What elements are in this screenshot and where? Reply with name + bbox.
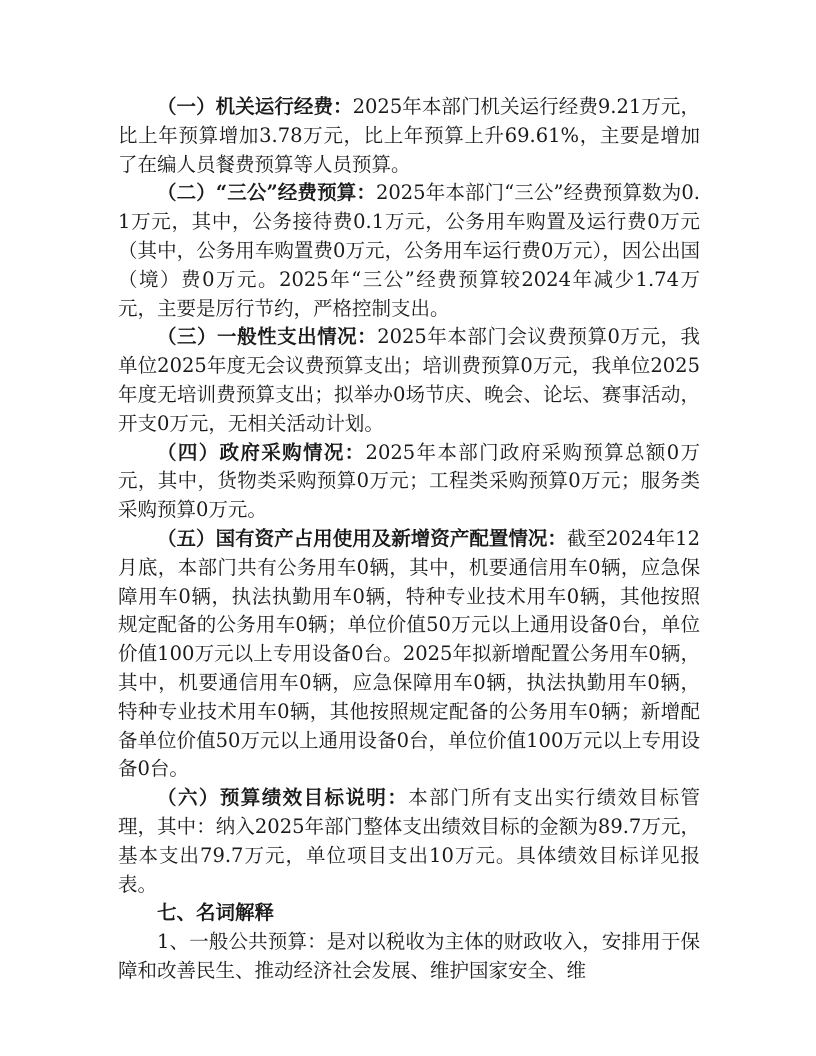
paragraph-heading: （五）国有资产占用使用及新增资产配置情况： [157,526,567,550]
section-title-glossary: 七、名词解释 [157,901,275,925]
paragraph-general-expenditure [118,323,700,438]
paragraph-state-assets [118,525,700,784]
paragraph-operating-expenses [118,93,700,179]
paragraph-text: 2025年本部门政府采购预算总额0万元，其中，货物类采购预算0万元；工程类采购预算0万元；服务类采购预算0万元。 [118,440,700,522]
paragraph-government-procurement [118,439,700,525]
paragraph-three-public-expenses [118,179,700,323]
paragraph-heading: （六）预算绩效目标说明： [157,786,409,810]
paragraph-heading: （二）“三公”经费预算： [157,181,376,205]
paragraph-heading: （一）机关运行经费： [157,95,353,118]
paragraph-performance-targets [118,784,700,899]
paragraph-text: 2025年本部门“三公”经费预算数为0.1万元，其中，公务接待费0.1万元，公务用车购置及运行费0万元（其中，公务用车购置费0万元，公务用车运行费0万元），因公出国（境）费0万元。2025年“三公”经费预算较2024年减少1.74万元，主要是厉行节约，严格控制支出。 [118,181,701,320]
paragraph-text: 本部门所有支出实行绩效目标管理，其中：纳入2025年部门整体支出绩效目标的金额为89.7万元，基本支出79.7万元，单位项目支出10万元。具体绩效目标详见报表。 [118,786,700,896]
paragraph-text: 2025年本部门机关运行经费9.21万元，比上年预算增加3.78万元，比上年预算上升69.61%，主要是增加了在编人员餐费预算等人员预算。 [118,95,700,176]
paragraph-text: 截至2024年12月底，本部门共有公务用车0辆，其中，机要通信用车0辆，应急保障用车0辆，执法执勤用车0辆，特种专业技术用车0辆，其他按照规定配备的公务用车0辆；单位价值50万元以上通用设备0台，单位价值100万元以上专用设备0台。2025年拟新增配置公务用车0辆，其中，机要通信用车0辆，应急保障用车0辆，执法执勤用车0辆，特种专业技术用车0辆，其他按照规定配备的公务用车0辆；新增配备单位价值50万元以上通用设备0台，单位价值100万元以上专用设备0台。 [118,526,700,781]
paragraph-heading: （三）一般性支出情况： [157,325,378,349]
paragraph-heading: （四）政府采购情况： [157,440,366,464]
document-page [118,93,700,986]
paragraph-text: 2025年本部门会议费预算0万元，我单位2025年度无会议费预算支出；培训费预算0万元，我单位2025年度无培训费预算支出；拟举办0场节庆、晚会、论坛、赛事活动，开支0万元，无相关活动计划。 [118,325,700,435]
paragraph-definition: 1、一般公共预算：是对以税收为主体的财政收入，安排用于保障和改善民生、推动经济社会发展、维护国家安全、维 [118,930,700,982]
